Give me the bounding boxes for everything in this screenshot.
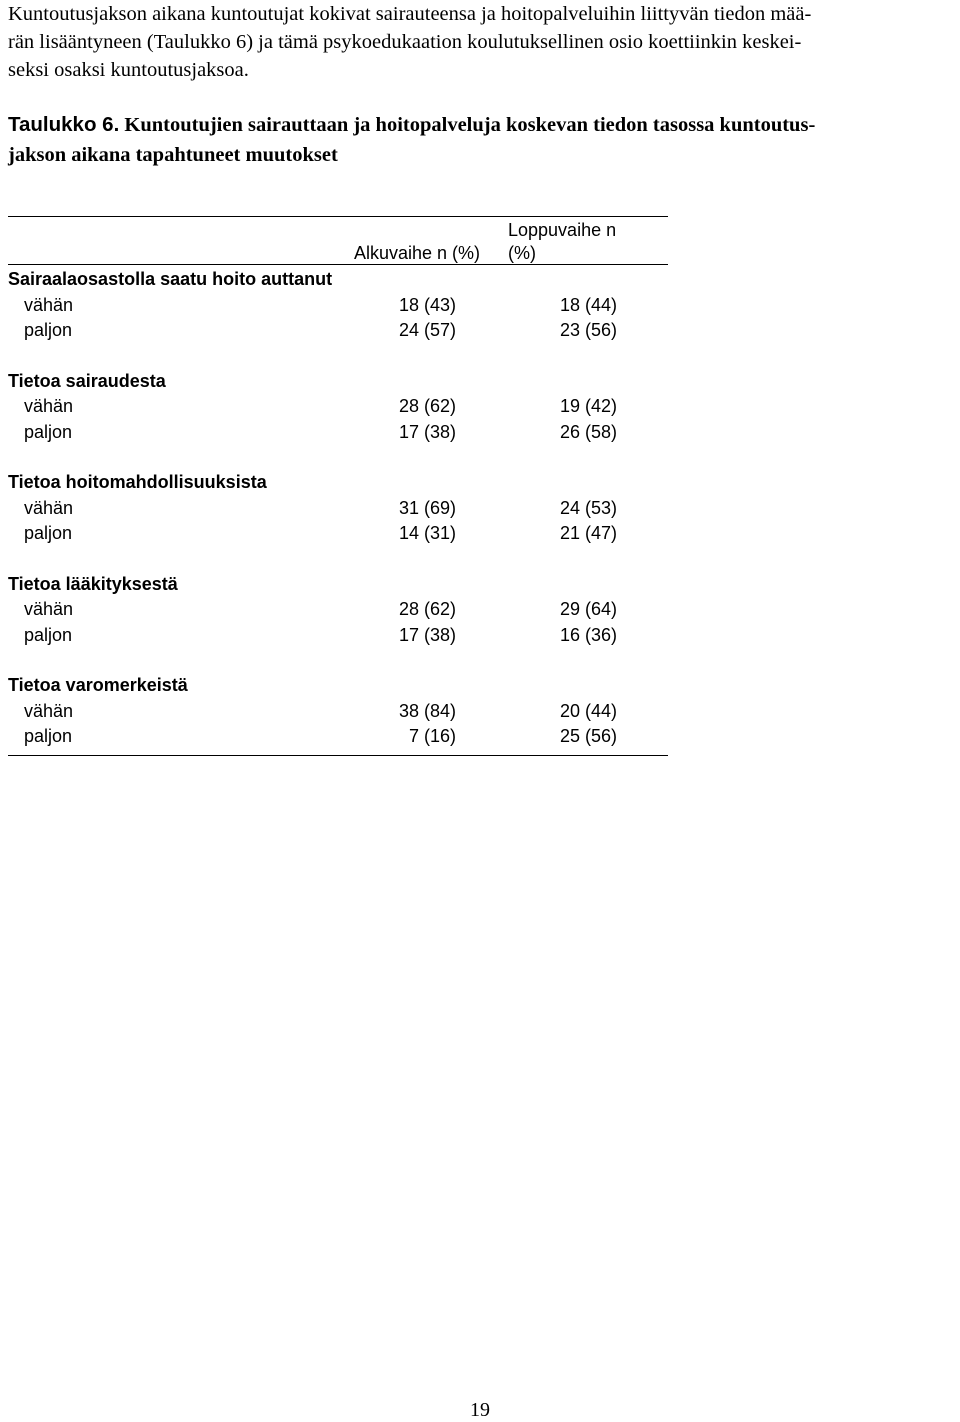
- row-label: paljon: [24, 624, 73, 645]
- table-bottom-rule: [8, 755, 668, 756]
- row-label: paljon: [24, 320, 73, 340]
- row-label: paljon: [24, 523, 73, 543]
- row-label: vähän: [24, 396, 74, 416]
- page-number: 19: [470, 1399, 490, 1421]
- row-label: vähän: [24, 599, 74, 619]
- table-caption-line-1: [8, 110, 953, 140]
- column-header-start: Alkuvaihe n (%): [354, 243, 481, 263]
- start-value-cell: 28 (62): [398, 599, 456, 619]
- intro-paragraph: [8, 0, 953, 84]
- table-caption-line-2: jakson aikana tapahtuneet muutokset: [8, 144, 338, 166]
- group-title: Tietoa varomerkeistä: [8, 675, 188, 695]
- group-title: Sairaalaosastolla saatu hoito auttanut: [8, 269, 333, 289]
- end-value-cell: 16 (36): [559, 624, 617, 645]
- group-title: Tietoa lääkityksestä: [8, 573, 178, 594]
- row-label: paljon: [24, 726, 73, 746]
- start-value-cell: 17 (38): [398, 421, 456, 442]
- start-value-cell: 28 (62): [398, 396, 456, 416]
- end-value-cell: 25 (56): [559, 726, 617, 746]
- table-top-rule: [8, 216, 668, 217]
- end-value-cell: 26 (58): [559, 421, 617, 442]
- end-value-cell: 29 (64): [559, 599, 617, 619]
- end-value-cell: 20 (44): [559, 700, 617, 721]
- start-value-cell: 7 (16): [408, 726, 456, 746]
- intro-line: Kuntoutusjakson aikana kuntoutujat kokivat sairauteensa ja hoitopalveluihin liittyvän tiedon mää-: [8, 3, 812, 25]
- group-title: Tietoa hoitomahdollisuuksista: [8, 472, 267, 492]
- row-label: vähän: [24, 497, 74, 518]
- column-header-end-line-1: Loppuvaihe n: [508, 220, 617, 240]
- table-caption: [8, 110, 953, 170]
- start-value-cell: 24 (57): [398, 320, 456, 340]
- end-value-cell: 23 (56): [559, 320, 617, 340]
- end-value-cell: 18 (44): [559, 294, 617, 315]
- start-value-cell: 18 (43): [398, 294, 456, 315]
- end-value-cell: 24 (53): [559, 497, 617, 518]
- start-value-cell: 17 (38): [398, 624, 456, 645]
- intro-line: rän lisääntyneen (Taulukko 6) ja tämä psykoedukaation koulutuksellinen osio koettiinkin keskei-: [8, 31, 802, 53]
- column-header-end-line-2: (%): [508, 243, 536, 263]
- start-value-cell: 31 (69): [398, 497, 456, 518]
- intro-line: seksi osaksi kuntoutusjaksoa.: [8, 59, 249, 81]
- table-caption-label: Taulukko 6.: [8, 113, 120, 136]
- row-label: vähän: [24, 700, 74, 721]
- table-header-rule: [8, 264, 668, 265]
- start-value-cell: 38 (84): [398, 700, 456, 721]
- table-caption-text: Kuntoutujien sairauttaan ja hoitopalveluja koskevan tiedon tasossa kuntoutus-: [124, 114, 816, 136]
- end-value-cell: 21 (47): [559, 523, 617, 543]
- group-title: Tietoa sairaudesta: [8, 370, 166, 391]
- end-value-cell: 19 (42): [559, 396, 617, 416]
- start-value-cell: 14 (31): [398, 523, 456, 543]
- row-label: vähän: [24, 294, 74, 315]
- row-label: paljon: [24, 421, 73, 442]
